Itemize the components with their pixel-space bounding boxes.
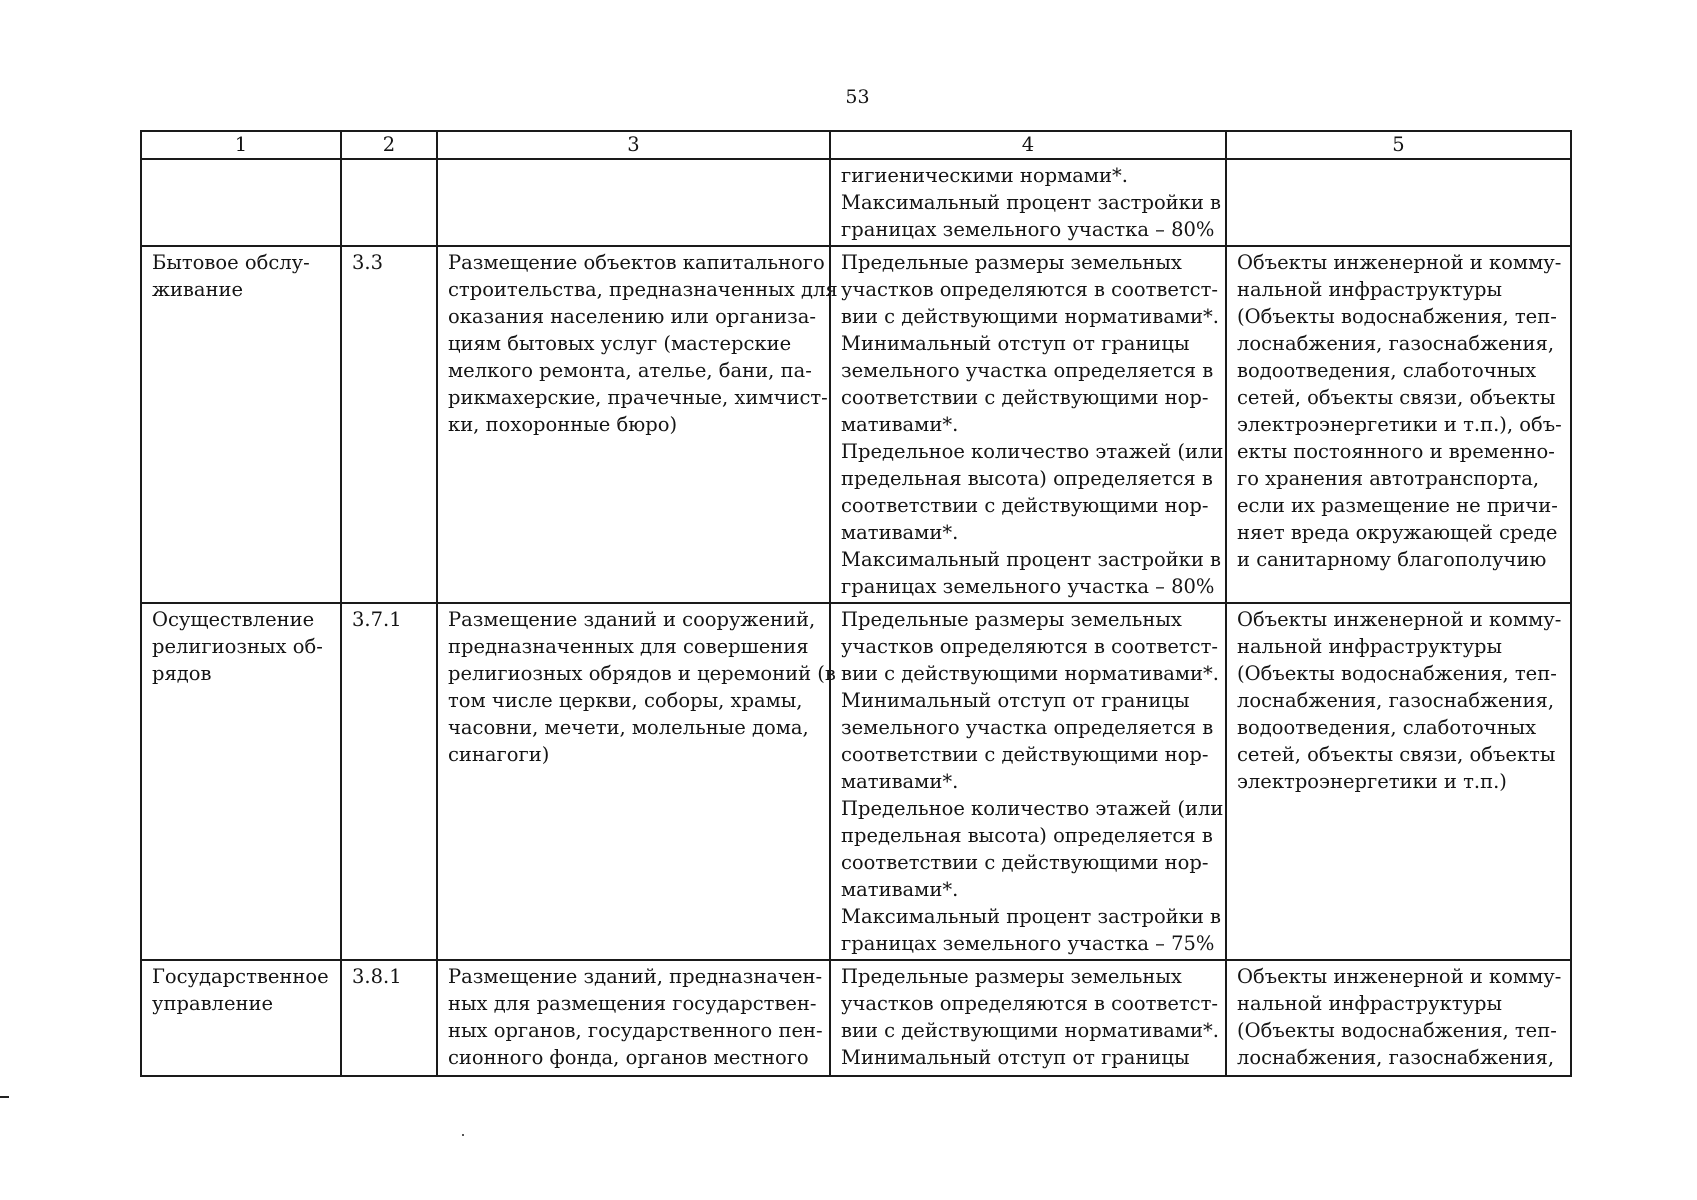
text-line: Максимальный процент застройки в xyxy=(841,191,1222,214)
text-line: лоснабжения, газоснабжения, xyxy=(1237,332,1555,355)
text-line: Предельные размеры земельных xyxy=(841,608,1182,631)
text-line: Объекты инженерной и комму- xyxy=(1237,251,1562,274)
description-cell xyxy=(437,159,830,246)
text-line: Размещение объектов капитального xyxy=(448,251,825,274)
text-line: Размещение зданий и сооружений, xyxy=(448,608,816,631)
text-line: рядов xyxy=(152,662,212,685)
text-line: водоотведения, слаботочных xyxy=(1237,359,1537,382)
parameters-cell xyxy=(830,960,1226,1076)
text-line: предназначенных для совершения xyxy=(448,635,809,658)
text-line: циям бытовых услуг (мастерские xyxy=(448,332,792,355)
text-line: синагоги) xyxy=(448,743,550,766)
text-line: Минимальный отступ от границы xyxy=(841,1046,1190,1069)
code-cell: 3.7.1 xyxy=(341,603,437,960)
text-line: мативами*. xyxy=(841,521,959,544)
text-line: (Объекты водоснабжения, теп- xyxy=(1237,305,1557,328)
text-line: том числе церкви, соборы, храмы, xyxy=(448,689,803,712)
table-row xyxy=(141,960,1571,1076)
text-line: Максимальный процент застройки в xyxy=(841,548,1222,571)
text-line: соответствии с действующими нор- xyxy=(841,851,1209,874)
header-col-4: 4 xyxy=(830,131,1226,159)
auxiliary-cell xyxy=(1226,246,1571,603)
page-number: 53 xyxy=(845,86,870,108)
text-line: религиозных об- xyxy=(152,635,323,658)
text-line: границах земельного участка – 75% xyxy=(841,932,1215,955)
header-col-5: 5 xyxy=(1226,131,1571,159)
text-line: соответствии с действующими нор- xyxy=(841,386,1209,409)
text-line: если их размещение не причи- xyxy=(1237,494,1558,517)
text-line: Предельное количество этажей (или xyxy=(841,797,1224,820)
text-line: мативами*. xyxy=(841,413,959,436)
text-line: соответствии с действующими нор- xyxy=(841,494,1209,517)
text-line: Минимальный отступ от границы xyxy=(841,689,1190,712)
text-line: Предельное количество этажей (или xyxy=(841,440,1224,463)
text-line: сионного фонда, органов местного xyxy=(448,1046,809,1069)
text-line: го хранения автотранспорта, xyxy=(1237,467,1540,490)
text-line: электроэнергетики и т.п.), объ- xyxy=(1237,413,1562,436)
text-line: границах земельного участка – 80% xyxy=(841,218,1215,241)
code-cell: 3.3 xyxy=(341,246,437,603)
land-use-table xyxy=(140,130,1572,1077)
text-line: лоснабжения, газоснабжения, xyxy=(1237,689,1555,712)
code-cell xyxy=(341,159,437,246)
text-line: (Объекты водоснабжения, теп- xyxy=(1237,662,1557,685)
text-line: гигиеническими нормами*. xyxy=(841,164,1128,187)
code-cell: 3.8.1 xyxy=(341,960,437,1076)
text-line: ных для размещения государствен- xyxy=(448,992,817,1015)
text-line: нальной инфраструктуры xyxy=(1237,635,1503,658)
text-line: земельного участка определяется в xyxy=(841,716,1214,739)
text-line: ки, похоронные бюро) xyxy=(448,413,678,436)
text-line: оказания населению или организа- xyxy=(448,305,816,328)
text-line: Объекты инженерной и комму- xyxy=(1237,608,1562,631)
text-line: Объекты инженерной и комму- xyxy=(1237,965,1562,988)
text-line: границах земельного участка – 80% xyxy=(841,575,1215,598)
text-line: земельного участка определяется в xyxy=(841,359,1214,382)
text-line: участков определяются в соответст- xyxy=(841,278,1218,301)
auxiliary-cell xyxy=(1226,159,1571,246)
table-row xyxy=(141,246,1571,603)
text-line: строительства, предназначенных для xyxy=(448,278,838,301)
table-row xyxy=(141,603,1571,960)
text-line: водоотведения, слаботочных xyxy=(1237,716,1537,739)
text-line: Бытовое обслу- xyxy=(152,251,310,274)
text-line: няет вреда окружающей среде xyxy=(1237,521,1558,544)
description-cell xyxy=(437,960,830,1076)
text-line: Осуществление xyxy=(152,608,315,631)
auxiliary-cell xyxy=(1226,960,1571,1076)
text-line: соответствии с действующими нор- xyxy=(841,743,1209,766)
text-line: мативами*. xyxy=(841,878,959,901)
text-line: Максимальный процент застройки в xyxy=(841,905,1222,928)
scan-speck xyxy=(462,1134,464,1136)
text-line: рикмахерские, прачечные, химчист- xyxy=(448,386,828,409)
text-line: и санитарному благополучию xyxy=(1237,548,1547,571)
header-col-2: 2 xyxy=(341,131,437,159)
text-line: вии с действующими нормативами*. xyxy=(841,1019,1219,1042)
text-line: лоснабжения, газоснабжения, xyxy=(1237,1046,1555,1069)
text-line: сетей, объекты связи, объекты xyxy=(1237,743,1556,766)
header-col-3: 3 xyxy=(437,131,830,159)
name-cell xyxy=(141,246,341,603)
text-line: мелкого ремонта, ателье, бани, па- xyxy=(448,359,812,382)
text-line: участков определяются в соответст- xyxy=(841,992,1218,1015)
text-line: (Объекты водоснабжения, теп- xyxy=(1237,1019,1557,1042)
text-line: Предельные размеры земельных xyxy=(841,965,1182,988)
text-line: часовни, мечети, молельные дома, xyxy=(448,716,809,739)
text-line: предельная высота) определяется в xyxy=(841,824,1213,847)
text-line: мативами*. xyxy=(841,770,959,793)
text-line: нальной инфраструктуры xyxy=(1237,278,1503,301)
name-cell xyxy=(141,603,341,960)
name-cell xyxy=(141,960,341,1076)
text-line: ных органов, государственного пен- xyxy=(448,1019,823,1042)
text-line: Государственное xyxy=(152,965,329,988)
table-row xyxy=(141,159,1571,246)
description-cell xyxy=(437,246,838,603)
text-line: участков определяются в соответст- xyxy=(841,635,1218,658)
text-line: екты постоянного и временно- xyxy=(1237,440,1555,463)
text-line: электроэнергетики и т.п.) xyxy=(1237,770,1507,793)
text-line: предельная высота) определяется в xyxy=(841,467,1213,490)
text-line: Предельные размеры земельных xyxy=(841,251,1182,274)
text-line: вии с действующими нормативами*. xyxy=(841,662,1219,685)
header-col-1: 1 xyxy=(141,131,341,159)
text-line: Размещение зданий, предназначен- xyxy=(448,965,823,988)
description-cell xyxy=(437,603,836,960)
parameters-cell xyxy=(830,246,1226,603)
text-line: вии с действующими нормативами*. xyxy=(841,305,1219,328)
text-line: управление xyxy=(152,992,274,1015)
header-row xyxy=(141,131,1571,159)
auxiliary-cell xyxy=(1226,603,1571,960)
text-line: сетей, объекты связи, объекты xyxy=(1237,386,1556,409)
parameters-cell xyxy=(830,159,1226,246)
parameters-cell xyxy=(830,603,1226,960)
name-cell xyxy=(141,159,341,246)
margin-mark xyxy=(0,1096,9,1098)
text-line: Минимальный отступ от границы xyxy=(841,332,1190,355)
text-line: религиозных обрядов и церемоний (в xyxy=(448,662,836,685)
text-line: нальной инфраструктуры xyxy=(1237,992,1503,1015)
text-line: живание xyxy=(152,278,244,301)
